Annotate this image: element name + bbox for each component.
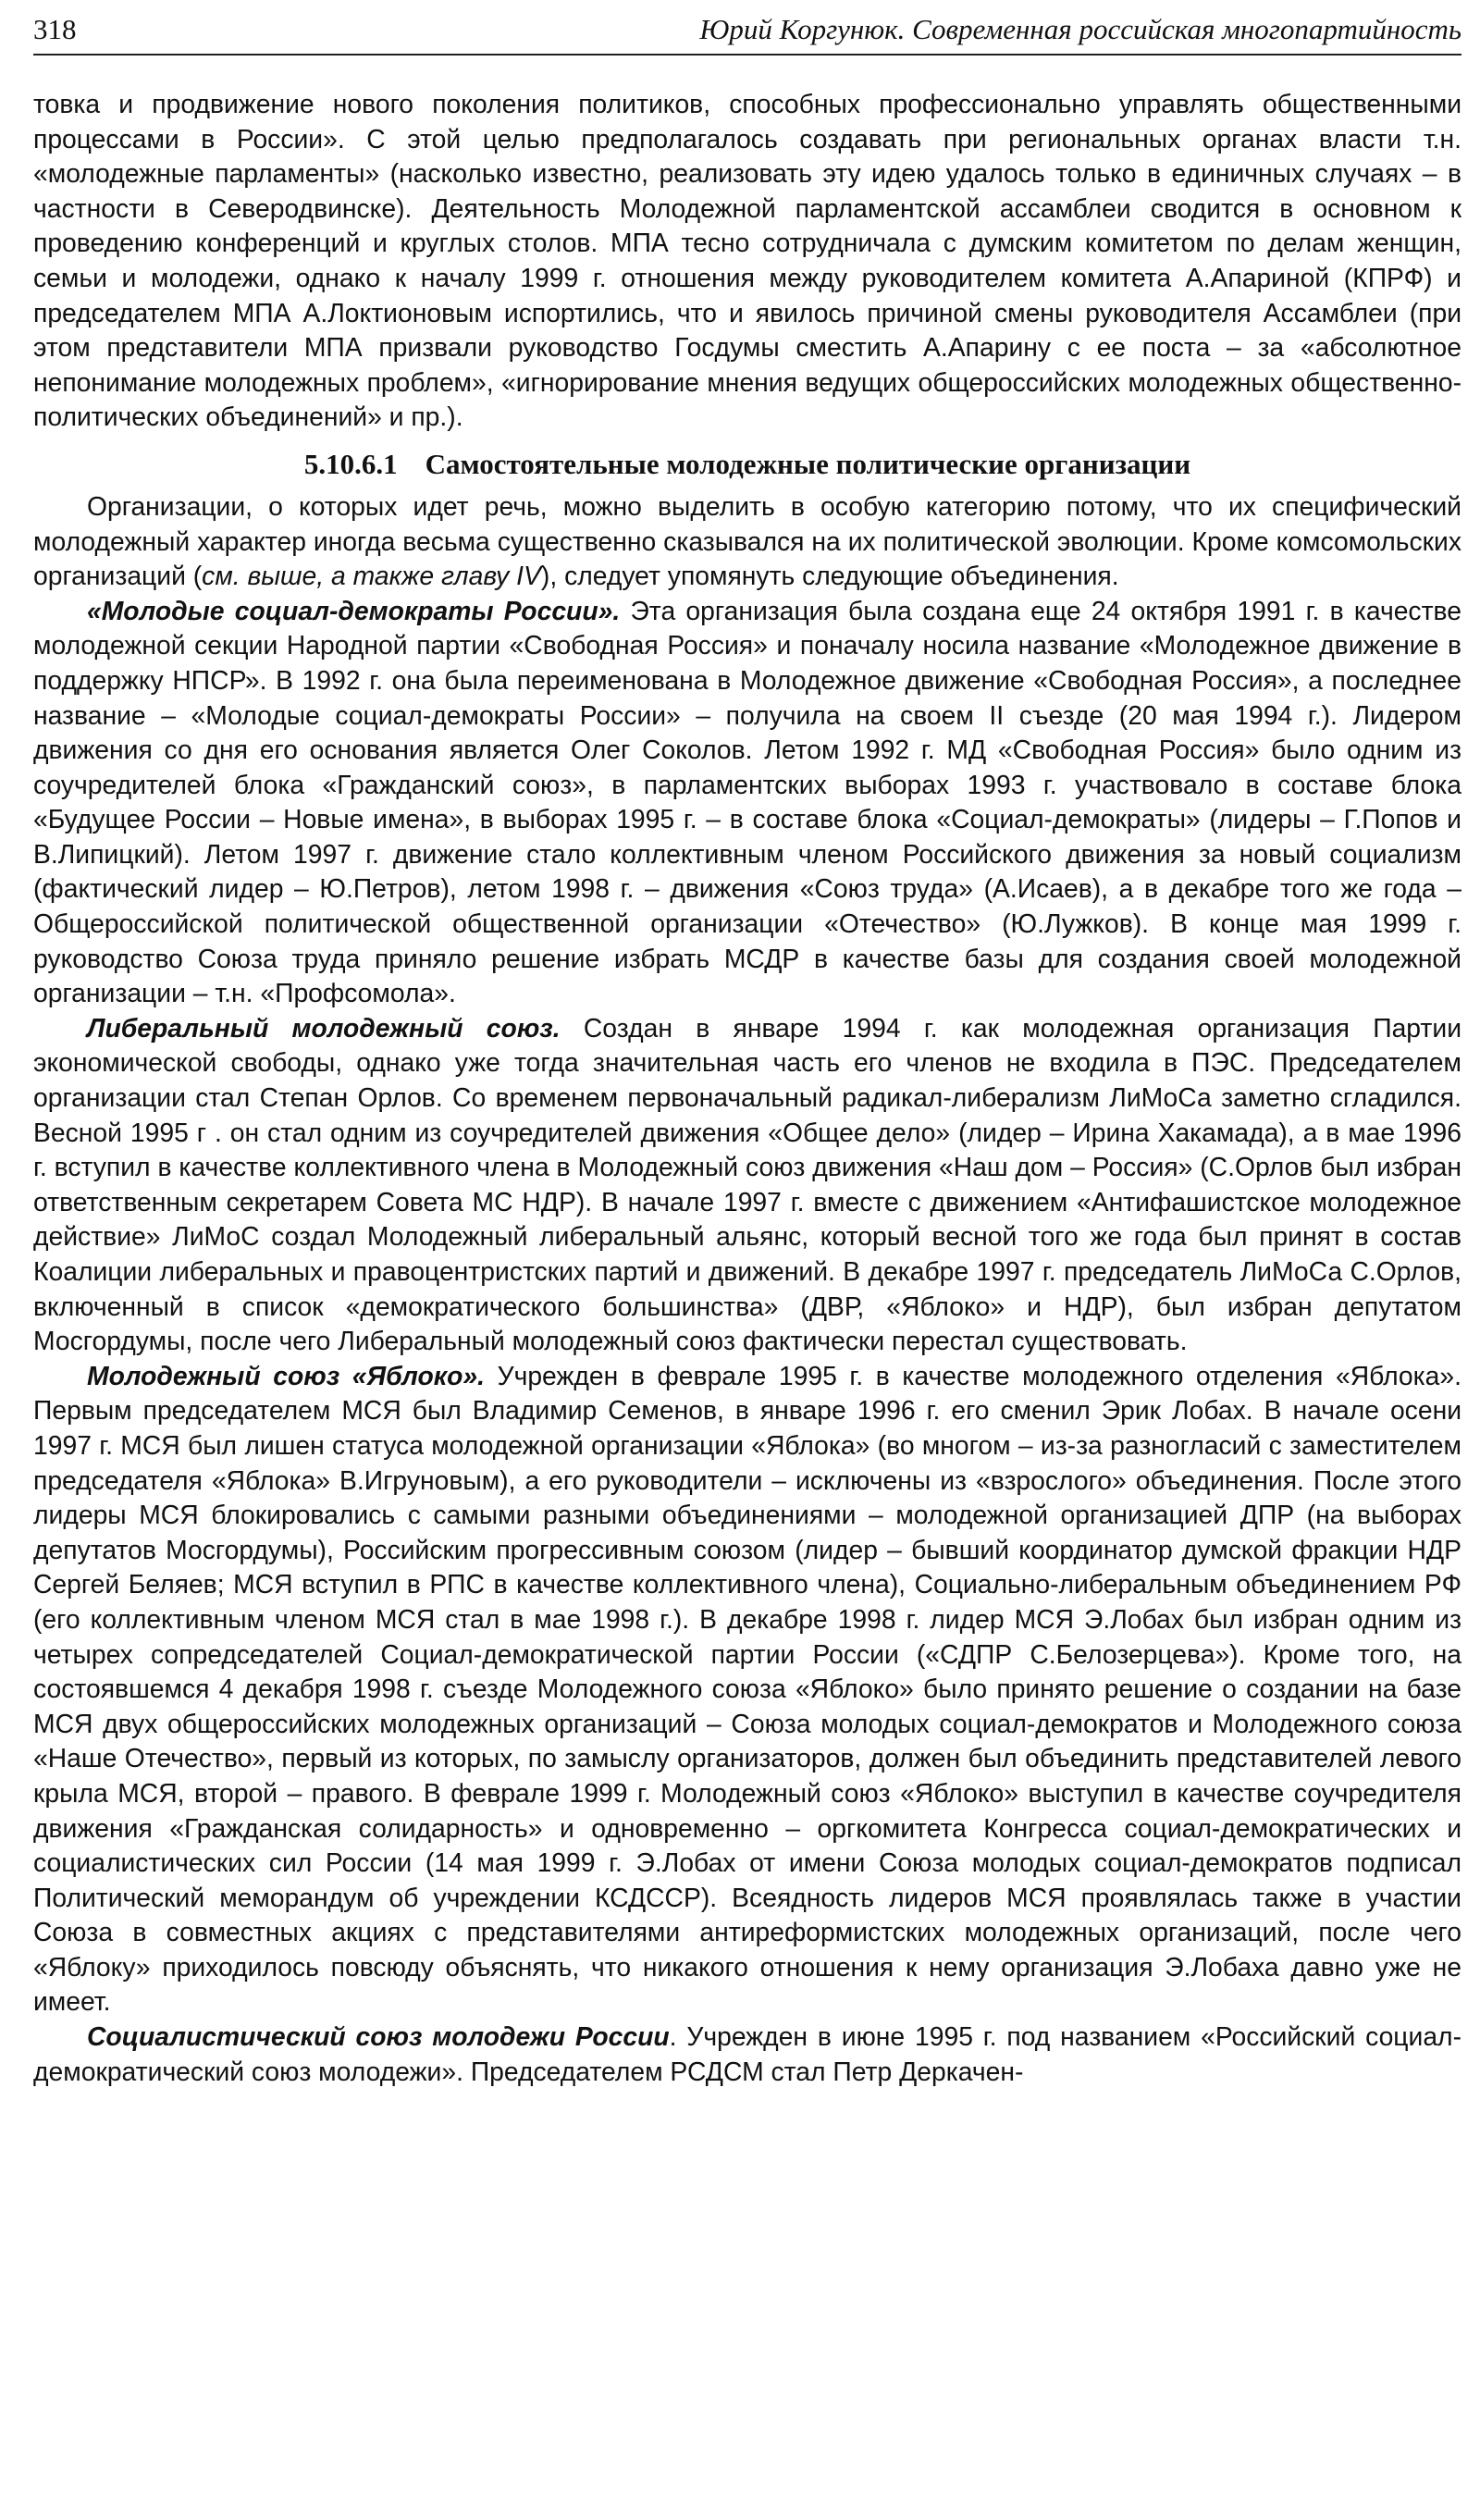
- paragraph-text: Учрежден в феврале 1995 г. в качестве молодежного отделения «Яблока». Первым председателем МСЯ был Владимир Семенов, в январе 1996 г. его сменил Эрик Лобах. В начале осени 1997 г. МСЯ был лишен статуса молодежной организации «Яблока» (во многом – из-за разногласий с заместителем председателя «Яблока» В.Игруновым), а его руководители – исключены из «взрослого» объединения. После этого лидеры МСЯ блокировались с самыми разными объединениями – молодежной организацией ДПР (на выборах депутатов Мосгордумы), Российским прогрессивным союзом (лидер – бывший координатор думской фракции НДР Сергей Беляев; МСЯ вступил в РПС в качестве коллективного члена), Социально-либеральным объединением РФ (его коллективным членом МСЯ стал в мае 1998 г.). В декабре 1998 г. лидер МСЯ Э.Лобах был избран одним из четырех сопредседателей Социал-демократической партии России («СДПР С.Белозерцева»). Кроме того, на состоявшемся 4 декабря 1998 г. съезде Молодежного союза «Яблоко» было принято решение о создании на базе МСЯ двух общероссийских молодежных организаций – Союза молодых социал-демократов и Молодежного союза «Наше Отечество», первый из которых, по замыслу организаторов, должен был объединить представителей левого крыла МСЯ, второй – правого. В феврале 1999 г. Молодежный союз «Яблоко» выступил в качестве соучредителя движения «Гражданская солидарность» и одновременно – оргкомитета Конгресса социал-демократических и социалистических сил России (14 мая 1999 г. Э.Лобах от имени Союза молодых социал-демократов подписал Политический меморандум об учреждении КСДССР). Всеядность лидеров МСЯ проявлялась также в участии Союза в совместных акциях с представителями антиреформистских молодежных организаций, после чего «Яблоку» приходилось повсюду объяснять, что никакого отношения к нему организация Э.Лобаха давно уже не имеет.: [33, 1360, 1462, 2017]
- section-title: Самостоятельные молодежные политические организации: [425, 447, 1191, 480]
- paragraph-msdr: [33, 594, 1462, 1011]
- organization-name: Молодежный союз «Яблоко».: [87, 1360, 485, 1390]
- paragraph-msya: [33, 1359, 1462, 2020]
- paragraph-text: Создан в январе 1994 г. как молодежная организация Партии экономической свободы, однако уже тогда значительная часть его членов не входила в ПЭС. Председателем организации стал Степан Орлов. Со временем первоначальный радикал-либерализм ЛиМоСа заметно сгладился. Весной 1995 г . он стал одним из соучредителей движения «Общее дело» (лидер – Ирина Хакамада), а в мае 1996 г. вступил в качестве коллективного члена в Молодежный союз движения «Наш дом – Россия» (С.Орлов был избран ответственным секретарем Совета МС НДР). В начале 1997 г. вместе с движением «Антифашистское молодежное действие» ЛиМоС создал Молодежный либеральный альянс, который весной того же года был принят в состав Коалиции либеральных и правоцентристских партий и движений. В декабре 1997 г. председатель ЛиМоСа С.Орлов, включенный в список «демократического большинства» (ДВР, «Яблоко» и НДР), был избран депутатом Мосгордумы, после чего Либеральный молодежный союз фактически перестал существовать.: [33, 1012, 1462, 1356]
- paragraph-intro: [33, 489, 1462, 594]
- paragraph-ssmr: [33, 2020, 1462, 2089]
- paragraph-text: Эта организация была создана еще 24 октября 1991 г. в качестве молодежной секции Народной партии «Свободная Россия» и поначалу носила название «Молодежное движение в поддержку НПСР». В 1992 г. она была переименована в Молодежное движение «Свободная Россия», а последнее название – «Молодые социал-демократы России» – получила на своем II съезде (20 мая 1994 г.). Лидером движения со дня его основания является Олег Соколов. Летом 1992 г. МД «Свободная Россия» было одним из соучредителей блока «Гражданский союз», в парламентских выборах 1993 г. участвовало в составе блока «Будущее России – Новые имена», в выборах 1995 г. – в составе блока «Социал-демократы» (лидеры – Г.Попов и В.Липицкий). Летом 1997 г. движение стало коллективным членом Российского движения за новый социализм (фактический лидер – Ю.Петров), летом 1998 г. – движения «Союз труда» (А.Исаев), а в декабре того же года – Общероссийской политической общественной организации «Отечество» (Ю.Лужков). В конце мая 1999 г. руководство Союза труда приняло решение избрать МСДР в качестве базы для создания своей молодежной организации – т.н. «Профсомола».: [33, 595, 1462, 1008]
- running-head: Юрий Коргунюк. Современная российская многопартийность: [699, 13, 1462, 45]
- section-number: 5.10.6.1: [303, 447, 398, 480]
- paragraph-text: . Учрежден в июне 1995 г. под названием «Российский социал-демократический союз молодежи». Председателем РСДСМ стал Петр Деркачен-: [33, 2021, 1462, 2086]
- cross-reference: см. выше, а также главу IV: [202, 561, 541, 591]
- paragraph-continuation: [33, 87, 1462, 435]
- organization-name: «Молодые социал-демократы России».: [87, 595, 621, 625]
- paragraph-text: Организации, о которых идет речь, можно выделить в особую категорию потому, что их специфический молодежный характер иногда весьма существенно сказывался на их политической эволюции. Кроме комсомольских организаций (: [33, 490, 1462, 591]
- paragraph-text: ), следует упомянуть следующие объединения.: [540, 561, 1119, 591]
- body-text: [33, 87, 1462, 2089]
- organization-name: Социалистический союз молодежи России: [87, 2021, 670, 2052]
- page-number: 318: [33, 13, 77, 45]
- organization-name: Либеральный молодежный союз.: [87, 1012, 561, 1043]
- paragraph-text: товка и продвижение нового поколения политиков, способных профессионально управлять общественными процессами в России». С этой целью предполагалось создавать при региональных органах власти т.н. «молодежные парламенты» (насколько известно, реализовать эту идею удалось только в единичных случаях – в частности в Северодвинске). Деятельность Молодежной парламентской ассамблеи сводится в основном к проведению конференций и круглых столов. МПА тесно сотрудничала с думским комитетом по делам женщин, семьи и молодежи, однако к началу 1999 г. отношения между руководителем комитета А.Апариной (КПРФ) и председателем МПА А.Локтионовым испортились, что и явилось причиной смены руководителя Ассамблеи (при этом представители МПА призвали руководство Госдумы сместить А.Апарину с ее поста – за «абсолютное непонимание молодежных проблем», «игнорирование мнения ведущих общероссийских молодежных общественно-политических объединений» и пр.).: [33, 89, 1462, 432]
- section-heading: [33, 447, 1462, 482]
- page-header: [33, 9, 1462, 56]
- paragraph-limos: [33, 1011, 1462, 1359]
- document-page: [33, 0, 1462, 2520]
